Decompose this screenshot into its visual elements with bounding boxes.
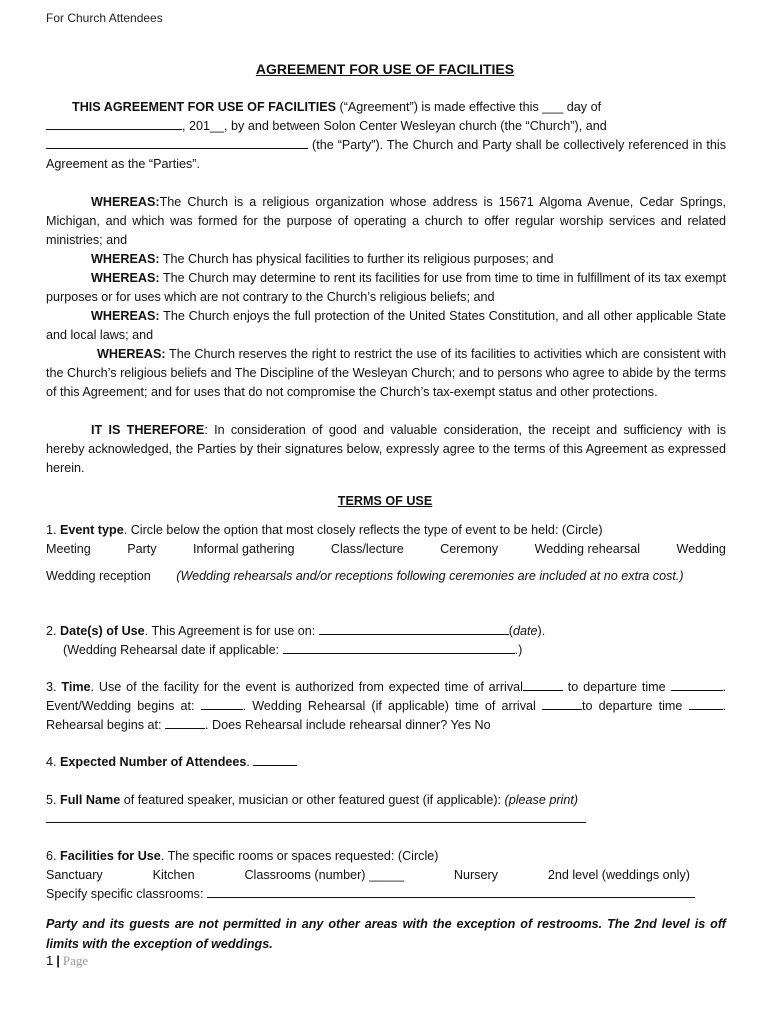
section-text: . Use of the facility for the event is authorized from expected time of arrival — [90, 680, 523, 694]
departure-time-line[interactable] — [671, 678, 723, 691]
page-number: 1 — [46, 953, 54, 968]
section-number: 1. — [46, 523, 57, 537]
option-informal-gathering[interactable]: Informal gathering — [193, 542, 295, 556]
whereas-label: WHEREAS: — [91, 195, 160, 209]
party-name-line[interactable] — [46, 136, 308, 149]
option-nursery[interactable]: Nursery — [453, 868, 498, 882]
whereas-text: The Church is a religious organization whose address is 15671 Algoma Avenue, Cedar Springs, Michigan, and which was formed for the purpose of operating a church to offer regular worship services and related ministries; and — [46, 195, 726, 247]
whereas-clause-4 — [46, 307, 726, 345]
intro-paragraph — [46, 98, 726, 174]
section-number: 3. — [46, 680, 57, 694]
section-label: Time — [61, 680, 91, 694]
event-type-options — [46, 540, 726, 559]
whereas-text: The Church enjoys the full protection of the United States Constitution, and all other applicable State and local laws; and — [46, 309, 726, 342]
section-number: 5. — [46, 793, 57, 807]
section-attendees — [46, 753, 726, 772]
option-wedding-rehearsal[interactable]: Wedding rehearsal — [534, 542, 641, 556]
arrival-time-line[interactable] — [523, 678, 563, 691]
option-kitchen[interactable]: Kitchen — [152, 868, 195, 882]
section-label: Expected Number of Attendees — [60, 755, 247, 769]
section-text: to departure time — [581, 699, 689, 713]
section-text: . Rehearsal begins at: — [46, 699, 727, 732]
facility-options — [46, 866, 690, 885]
section-text: . Wedding Rehearsal (if applicable) time of arrival — [242, 699, 542, 713]
section-text: . This Agreement is for use on: — [144, 624, 319, 638]
footer-separator: | — [56, 953, 60, 968]
option-classrooms[interactable]: Classrooms (number) _____ — [244, 868, 405, 882]
section-number: 6. — [46, 849, 57, 863]
intro-lead: THIS AGREEMENT FOR USE OF FACILITIES — [72, 100, 337, 114]
option-wedding-reception[interactable]: Wedding reception — [46, 569, 151, 583]
section-facilities — [46, 847, 726, 904]
section-text: to departure time — [562, 680, 666, 694]
document-title: AGREEMENT FOR USE OF FACILITIES — [255, 61, 515, 77]
page-footer — [46, 953, 88, 969]
rehearsal-departure-line[interactable] — [689, 697, 723, 710]
section-text: . Event/Wedding begins at: — [46, 680, 727, 713]
restriction-notice: Party and its guests are not permitted in any other areas with the exception of restrooms. The 2nd level is off limits with the exception of weddings. — [46, 917, 726, 951]
classrooms-line[interactable] — [207, 885, 695, 898]
rehearsal-date-line[interactable] — [283, 641, 515, 654]
terms-heading: TERMS OF USE — [337, 494, 433, 508]
rehearsal-dinner-question: . Does Rehearsal include rehearsal dinner? Yes No — [205, 718, 491, 732]
section-text: . — [246, 755, 254, 769]
full-name-line[interactable] — [46, 810, 586, 823]
classrooms-label: Specify specific classrooms: — [46, 887, 207, 901]
whereas-text: The Church reserves the right to restrict the use of its facilities to activities which are consistent with the Church’s religious beliefs and The Discipline of the Wesleyan Church; and to persons who agree to abide by the terms of this Agreement; and for uses that do not compromise the Church’s tax-exempt status and other protections. — [46, 347, 726, 399]
whereas-clause-1 — [46, 193, 726, 250]
section-event-type — [46, 521, 726, 586]
whereas-label: WHEREAS: — [91, 252, 160, 266]
page-label: Page — [62, 953, 89, 968]
section-number: 2. — [46, 624, 57, 638]
whereas-clause-3 — [46, 269, 726, 307]
whereas-label: WHEREAS: — [91, 309, 160, 323]
option-ceremony[interactable]: Ceremony — [440, 542, 499, 556]
page-header: For Church Attendees — [46, 11, 163, 25]
print-hint: (please print) — [504, 793, 579, 807]
rehearsal-begins-line[interactable] — [165, 716, 205, 729]
option-party[interactable]: Party — [127, 542, 157, 556]
whereas-clause-5 — [46, 345, 726, 402]
whereas-text: The Church may determine to rent its facilities for use from time to time in fulfillment of its tax exempt purposes or for uses which are not contrary to the Church’s religious beliefs; and — [46, 271, 726, 304]
section-text: of featured speaker, musician or other featured guest (if applicable): — [120, 793, 505, 807]
option-meeting[interactable]: Meeting — [46, 542, 91, 556]
section-label: Date(s) of Use — [60, 624, 145, 638]
section-label: Event type — [60, 523, 124, 537]
therefore-text: : In consideration of good and valuable consideration, the receipt and sufficiency with is hereby acknowledged, the Parties by their signatures below, expressly agree to the terms of this Agreement as expressed herein. — [46, 423, 726, 475]
section-label: Facilities for Use — [60, 849, 161, 863]
section-number: 4. — [46, 755, 57, 769]
date-hint: date — [512, 624, 538, 638]
attendees-line[interactable] — [253, 753, 297, 766]
whereas-label: WHEREAS: — [91, 271, 160, 285]
therefore-clause — [46, 421, 726, 478]
rehearsal-date-label: (Wedding Rehearsal date if applicable: — [63, 643, 283, 657]
event-begins-line[interactable] — [201, 697, 243, 710]
date-day-line[interactable] — [46, 117, 182, 130]
event-type-note: (Wedding rehearsals and/or receptions following ceremonies are included at no extra cost.) — [176, 569, 684, 583]
section-full-name — [46, 791, 726, 829]
intro-text-1: (“Agreement”) is made effective this ___ day of — [339, 100, 602, 114]
therefore-label: IT IS THEREFORE — [91, 423, 205, 437]
rehearsal-arrival-line[interactable] — [542, 697, 582, 710]
section-label: Full Name — [60, 793, 121, 807]
section-dates: 2. Date(s) of Use. This Agreement is for use on: (date). (Wedding Rehearsal date if applicable: .) — [46, 624, 546, 657]
section-text: . The specific rooms or spaces requested: (Circle) — [160, 849, 439, 863]
whereas-text: The Church has physical facilities to further its religious purposes; and — [159, 252, 554, 266]
section-text: . Circle below the option that most closely reflects the type of event to be held: (Circle) — [123, 523, 603, 537]
option-2nd-level[interactable]: 2nd level (weddings only) — [547, 868, 690, 882]
intro-text-3: (the “Party”). The Church and Party shall be collectively referenced in this Agreement as the “Parties”. — [46, 138, 727, 171]
option-sanctuary[interactable]: Sanctuary — [46, 868, 103, 882]
option-class-lecture[interactable]: Class/lecture — [330, 542, 404, 556]
use-date-line[interactable] — [319, 622, 509, 635]
intro-text-2: , 201__, by and between Solon Center Wesleyan church (the “Church”), and — [182, 119, 607, 133]
whereas-label: WHEREAS: — [97, 347, 166, 361]
section-time — [46, 678, 726, 735]
whereas-clause-2 — [46, 250, 726, 269]
option-wedding[interactable]: Wedding — [676, 542, 726, 556]
